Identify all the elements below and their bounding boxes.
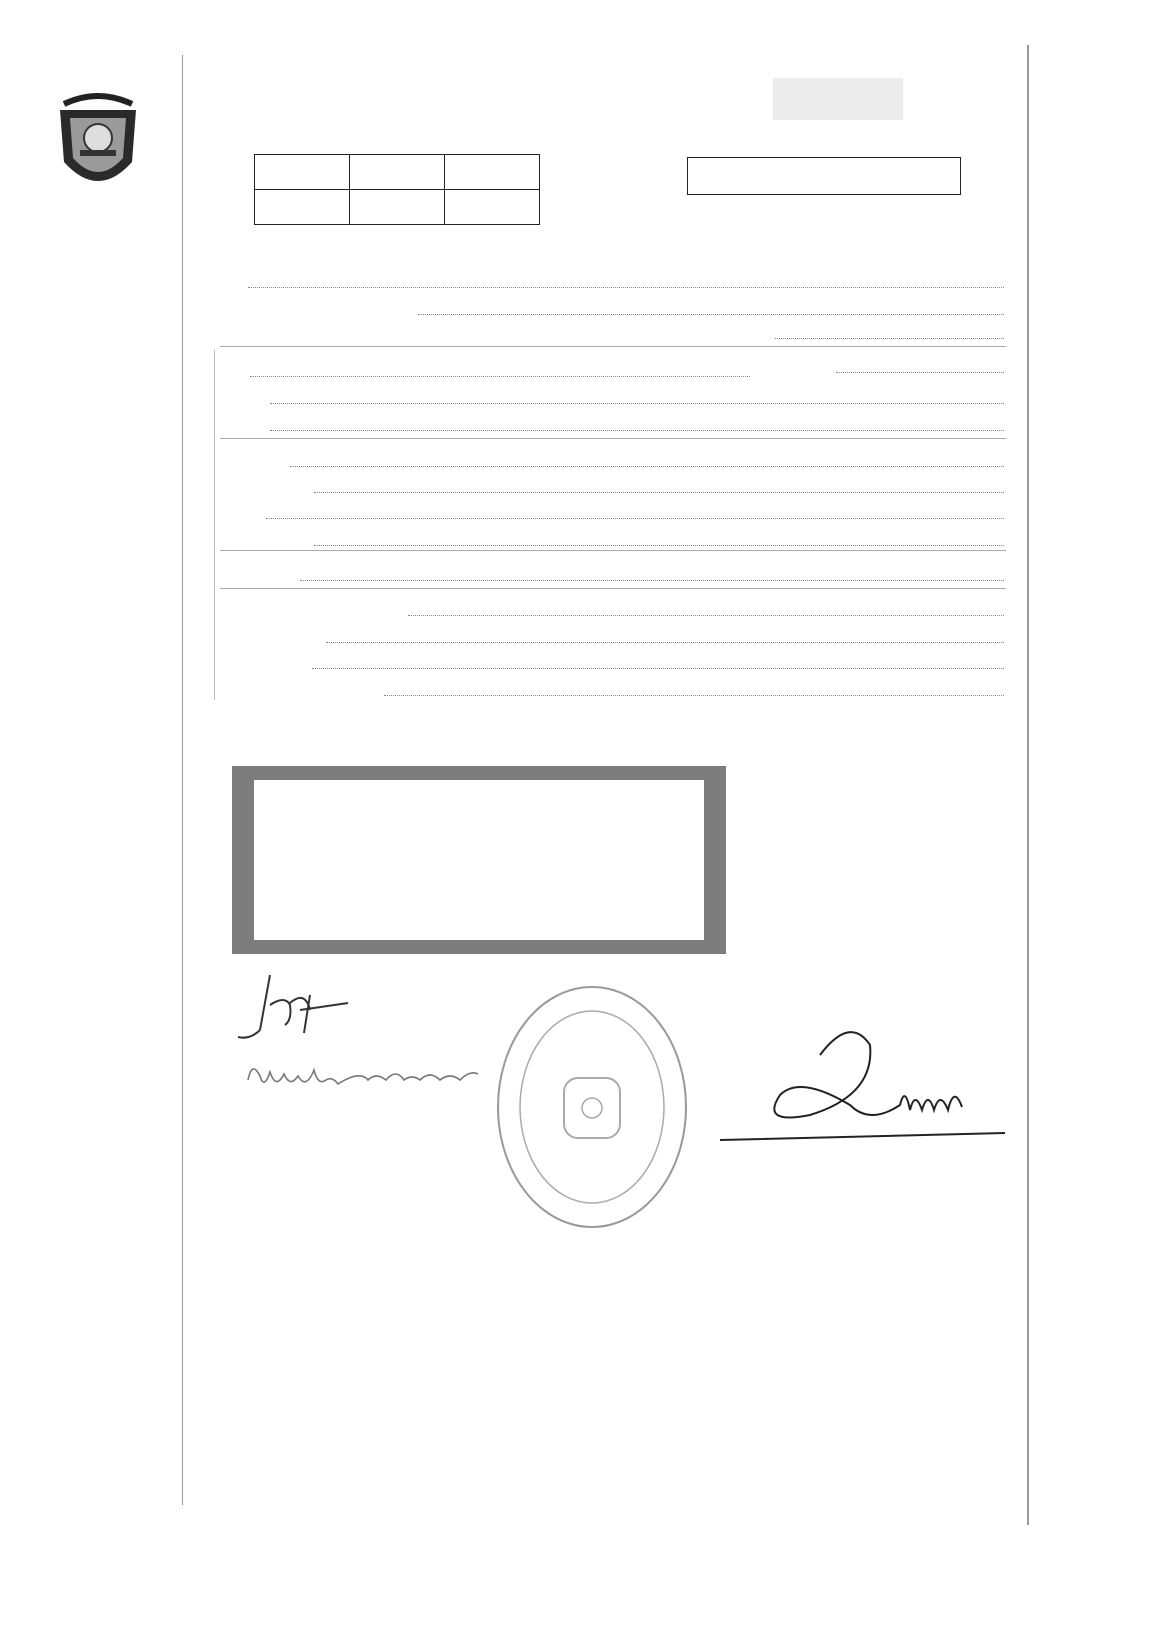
provincial-seal-icon [50,92,146,200]
decl-dots [326,642,1004,643]
record-type-box [687,157,961,195]
mother-signature [240,1050,490,1100]
divider-3 [220,550,1006,551]
barcode-icon [334,874,634,922]
cert-dots [408,615,1004,616]
round-seal-icon [492,982,692,1232]
section-divider [214,350,215,700]
en-dots [248,287,1004,288]
serial-number [773,78,903,120]
official-dots [775,338,1004,339]
id-sticker [232,766,726,954]
registry-value-tomo [255,190,350,225]
right-margin-line [1027,45,1029,1525]
hijo-dots [290,466,1004,467]
republica-dots [418,314,1004,315]
dni-dots [836,372,1004,373]
official-signature [700,1015,1010,1145]
surname-dots [300,580,1004,581]
time-dots [270,430,1004,431]
mother-doc-dots [314,545,1004,546]
newborn-name-dots [250,376,750,377]
registry-table-value-row [255,190,540,225]
sex-dots [270,403,1004,404]
registry-table [254,154,540,225]
registry-value-acta [350,190,445,225]
divider-1 [220,346,1006,347]
sticker-label [254,780,704,940]
registry-header-acta [350,155,445,190]
father-doc-dots [314,492,1004,493]
left-margin-line [182,55,183,1505]
registry-value-anio [445,190,540,225]
obra-dots [384,695,1004,696]
divider-4 [220,588,1006,589]
dom-dots [312,668,1004,669]
yde-dots [266,518,1004,519]
father-signature [230,965,370,1045]
registry-header-anio [445,155,540,190]
registry-header-tomo [255,155,350,190]
registry-table-header-row [255,155,540,190]
divider-2 [220,438,1006,439]
